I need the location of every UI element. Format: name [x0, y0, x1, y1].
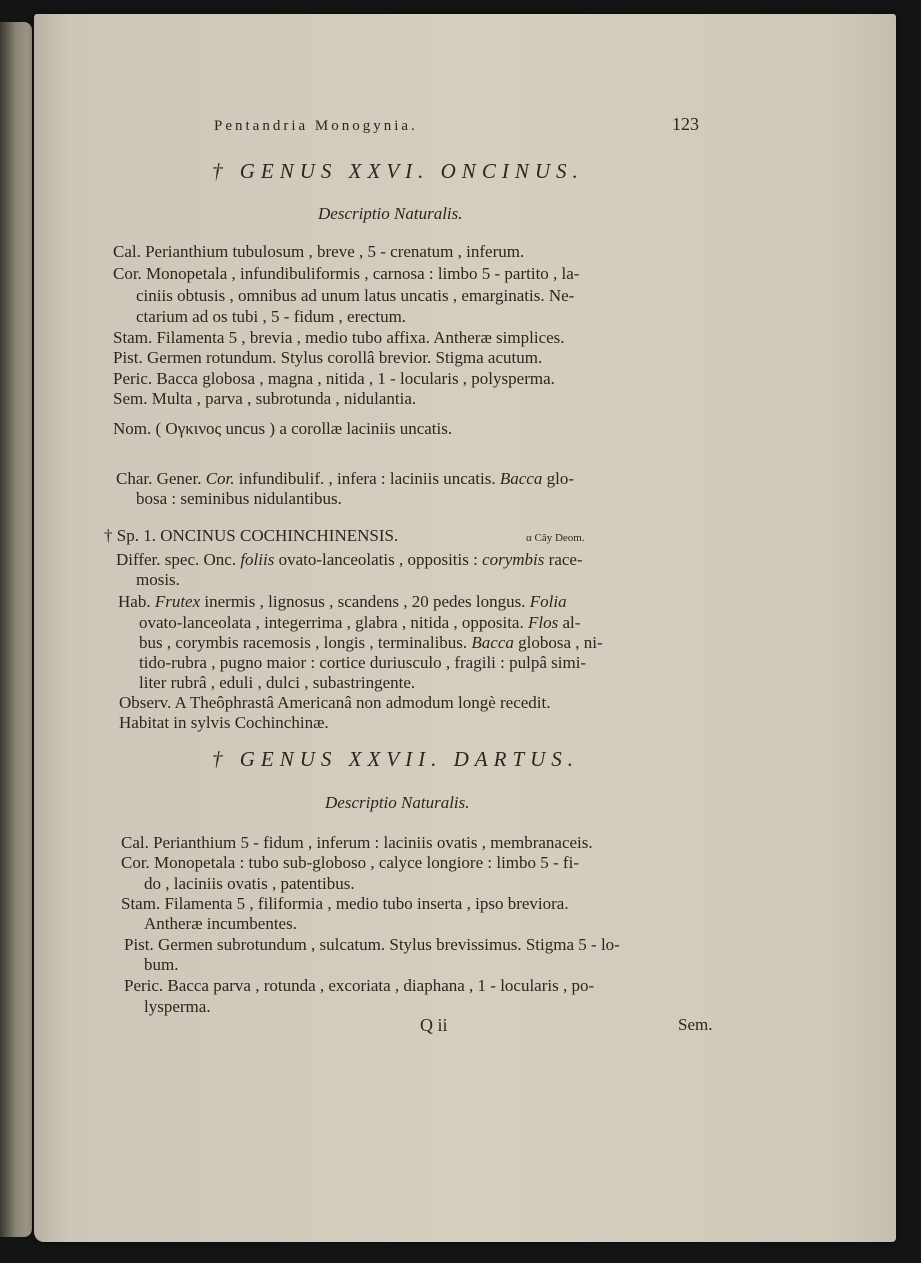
italic-term: Cor.	[205, 469, 235, 488]
text-run: inermis , lignosus , scandens , 20 pedes longus.	[200, 592, 530, 611]
species-title: † Sp. 1. ONCINUS COCHINCHINENSIS.	[104, 526, 399, 545]
genus-26-line: Peric. Bacca globosa , magna , nitida , 1 - locularis , polysperma.	[113, 369, 555, 388]
genus-26-subtitle: Descriptio Naturalis.	[318, 204, 463, 223]
italic-term: foliis	[240, 550, 275, 569]
genus-27-title: † GENUS XXVII. DARTUS.	[212, 747, 580, 771]
genus-27-subtitle: Descriptio Naturalis.	[325, 793, 470, 812]
italic-term: Folia	[529, 592, 567, 611]
genus-27-line: bum.	[144, 955, 179, 974]
text-run: race-	[544, 550, 583, 569]
species-differ-line: mosis.	[136, 570, 180, 589]
genus-27-line: Cor. Monopetala : tubo sub-globoso , calyce longiore : limbo 5 - fi-	[121, 853, 579, 872]
species-hab-line	[118, 592, 567, 611]
genus-27-line: Antheræ incumbentes.	[144, 914, 297, 933]
text-run: infundibulif. , infera : laciniis uncatis.	[234, 469, 500, 488]
facing-page-edge	[0, 22, 32, 1237]
species-hab-line	[139, 613, 580, 632]
genus-26-line: Cor. Monopetala , infundibuliformis , carnosa : limbo 5 - partito , la-	[113, 264, 580, 283]
genus-26-line: ciniis obtusis , omnibus ad unum latus uncatis , emarginatis. Ne-	[136, 286, 575, 305]
italic-term: corymbis	[482, 550, 545, 569]
text-run: bus , corymbis racemosis , longis , terminalibus.	[139, 633, 472, 652]
text-run: ovato-lanceolata , integerrima , glabra , nitida , opposita.	[139, 613, 528, 632]
italic-term: Flos	[527, 613, 559, 632]
catchword: Sem.	[678, 1015, 713, 1034]
text-run: glo-	[542, 469, 574, 488]
species-hab-line	[139, 633, 603, 652]
species-habitat-line: Habitat in sylvis Cochinchinæ.	[119, 713, 329, 732]
species-hab-line: tido-rubra , pugno maior : cortice duriusculo , fragili : pulpâ simi-	[139, 653, 587, 672]
genus-26-title: † GENUS XXVI. ONCINUS.	[212, 159, 584, 183]
genus-26-line: Sem. Multa , parva , subrotunda , nidulantia.	[113, 389, 417, 408]
text-run: al-	[558, 613, 581, 632]
genus-26-character-line	[116, 469, 574, 488]
text-run: Hab.	[118, 592, 155, 611]
text-run: ovato-lanceolatis , oppositis :	[274, 550, 483, 569]
species-differ-line	[116, 550, 583, 569]
text-run: Char. Gener.	[116, 469, 206, 488]
species-hab-line: liter rubrâ , eduli , dulci , subastringente.	[139, 673, 416, 692]
text-run: Differ. spec. Onc.	[116, 550, 241, 569]
genus-26-nom: Nom. ( Ογκινος uncus ) a corollæ laciniis uncatis.	[113, 419, 453, 438]
species-observ-line: Observ. A Theôphrastâ Americanâ non admodum longè recedit.	[119, 693, 551, 712]
genus-27-line: do , laciniis ovatis , patentibus.	[144, 874, 355, 893]
genus-27-line: Cal. Perianthium 5 - fidum , inferum : laciniis ovatis , membranaceis.	[121, 833, 593, 852]
text-run: globosa , ni-	[513, 633, 603, 652]
genus-26-line: Pist. Germen rotundum. Stylus corollâ brevior. Stigma acutum.	[113, 348, 543, 367]
genus-27-line: Stam. Filamenta 5 , filiformia , medio tubo inserta , ipso breviora.	[121, 894, 569, 913]
italic-term: Bacca	[471, 633, 514, 652]
running-title: Pentandria Monogynia.	[214, 118, 418, 134]
species-vernacular-name: α Cây Deom.	[526, 532, 585, 544]
genus-27-line: Peric. Bacca parva , rotunda , excoriata , diaphana , 1 - locularis , po-	[124, 976, 595, 995]
genus-26-line: Stam. Filamenta 5 , brevia , medio tubo affixa. Antheræ simplices.	[113, 328, 565, 347]
genus-27-line: lysperma.	[144, 997, 211, 1016]
signature-mark: Q ii	[420, 1015, 448, 1035]
italic-term: Frutex	[154, 592, 201, 611]
genus-26-character-line: bosa : seminibus nidulantibus.	[136, 489, 342, 508]
genus-27-line: Pist. Germen subrotundum , sulcatum. Stylus brevissimus. Stigma 5 - lo-	[124, 935, 620, 954]
page-number: 123	[672, 114, 699, 134]
italic-term: Bacca	[499, 469, 543, 488]
genus-26-line: Cal. Perianthium tubulosum , breve , 5 - crenatum , inferum.	[113, 242, 525, 261]
genus-26-line: ctarium ad os tubi , 5 - fidum , erectum.	[136, 307, 407, 326]
